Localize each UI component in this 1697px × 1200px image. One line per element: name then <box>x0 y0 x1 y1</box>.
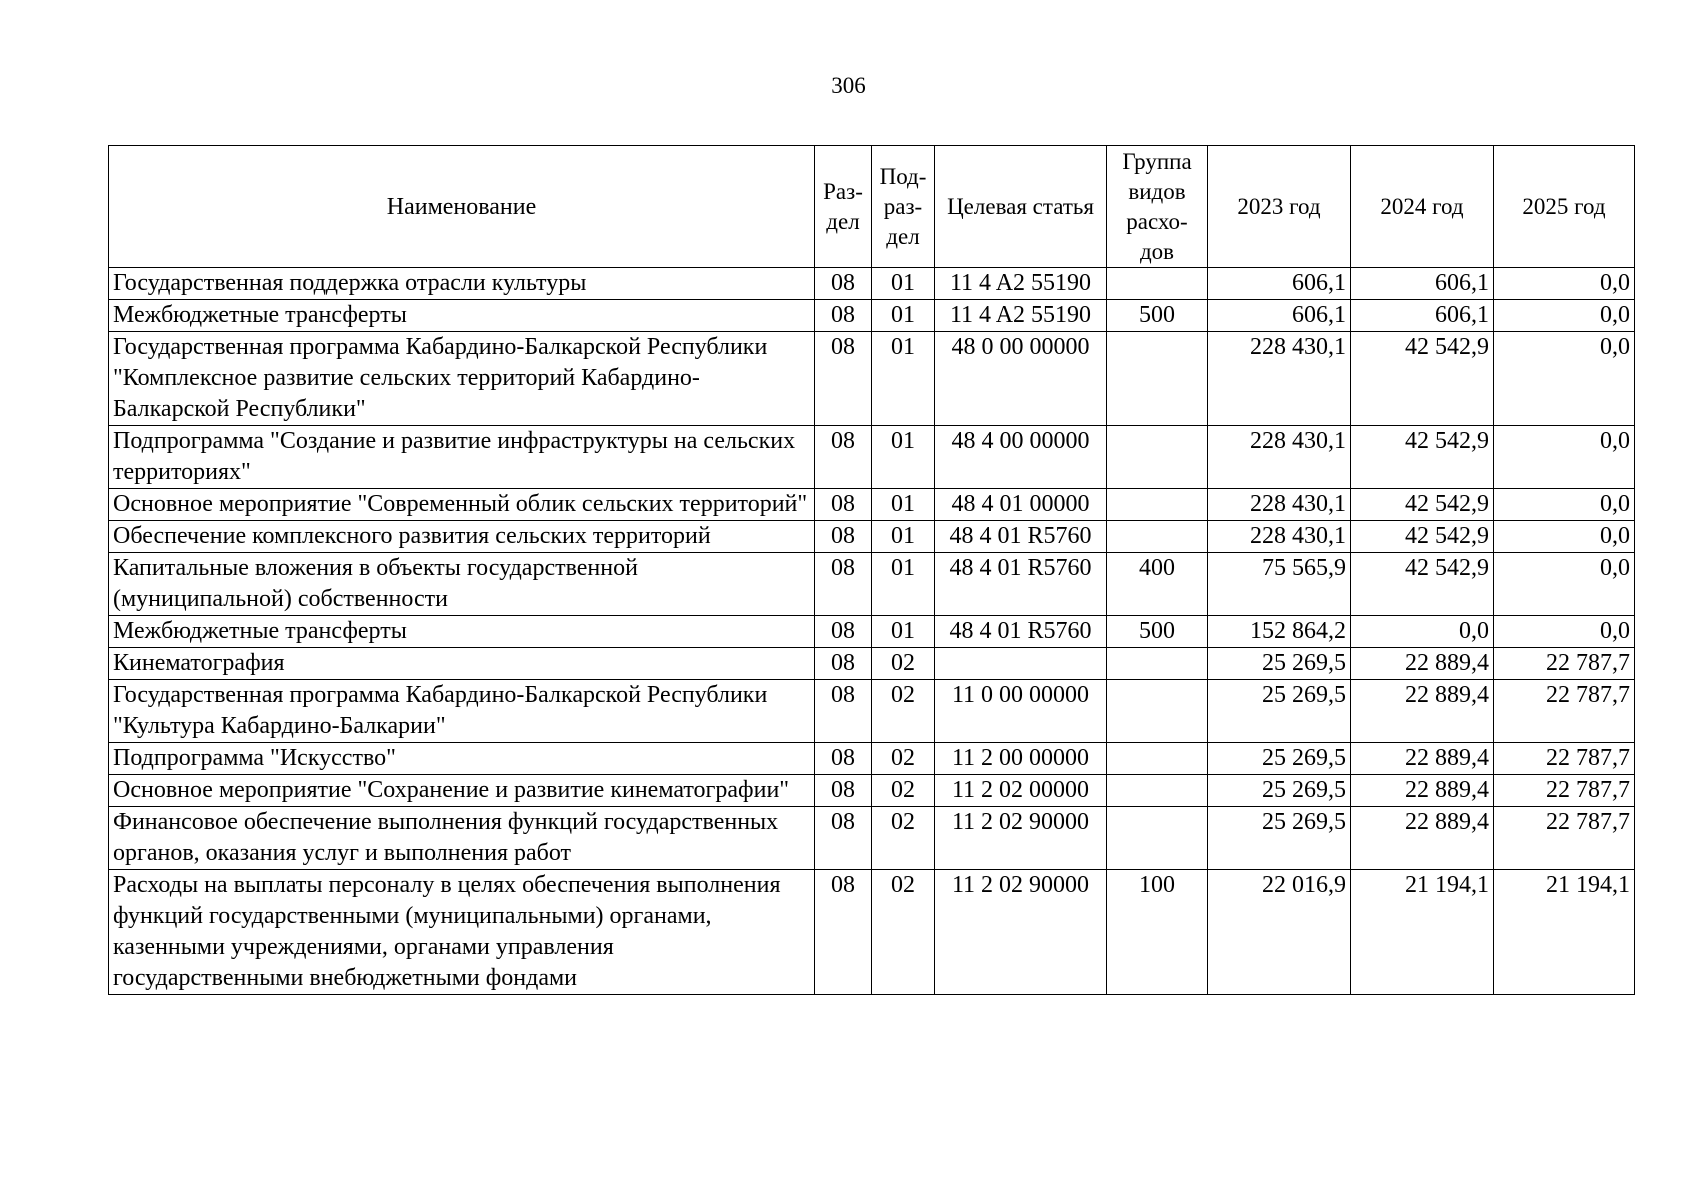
row-value-2024: 22 889,4 <box>1351 807 1494 870</box>
row-value-2025: 22 787,7 <box>1494 743 1635 775</box>
row-target-article <box>935 648 1107 680</box>
table-row <box>109 807 1635 870</box>
row-name: Обеспечение комплексного развития сельских территорий <box>109 521 815 553</box>
row-expense-group <box>1107 743 1208 775</box>
row-subsection: 01 <box>872 489 935 521</box>
row-value-2023: 152 864,2 <box>1208 616 1351 648</box>
row-target-article: 11 0 00 00000 <box>935 680 1107 743</box>
row-value-2023: 22 016,9 <box>1208 870 1351 995</box>
row-value-2025: 22 787,7 <box>1494 680 1635 743</box>
row-value-2025: 22 787,7 <box>1494 807 1635 870</box>
row-value-2025: 0,0 <box>1494 300 1635 332</box>
table-row <box>109 426 1635 489</box>
row-value-2024: 42 542,9 <box>1351 521 1494 553</box>
row-value-2025: 22 787,7 <box>1494 648 1635 680</box>
row-name: Подпрограмма "Искусство" <box>109 743 815 775</box>
row-subsection: 01 <box>872 268 935 300</box>
row-name: Государственная программа Кабардино-Балкарской Республики "Комплексное развитие сельских территорий Кабардино-Балкарской Республики" <box>109 332 815 426</box>
row-subsection: 02 <box>872 648 935 680</box>
row-value-2025: 22 787,7 <box>1494 775 1635 807</box>
row-section: 08 <box>815 870 872 995</box>
row-target-article: 48 0 00 00000 <box>935 332 1107 426</box>
row-name: Расходы на выплаты персоналу в целях обеспечения выполнения функций государственными (муниципальными) органами, казенными учреждениями, органами управления государственными внебюджетными фондами <box>109 870 815 995</box>
row-expense-group <box>1107 521 1208 553</box>
row-subsection: 01 <box>872 332 935 426</box>
row-name: Финансовое обеспечение выполнения функций государственных органов, оказания услуг и выполнения работ <box>109 807 815 870</box>
row-section: 08 <box>815 426 872 489</box>
row-target-article: 11 4 A2 55190 <box>935 300 1107 332</box>
header-2025: 2025 год <box>1494 146 1635 268</box>
table-row <box>109 489 1635 521</box>
table-row <box>109 775 1635 807</box>
budget-table <box>108 145 1635 995</box>
row-section: 08 <box>815 521 872 553</box>
row-value-2025: 0,0 <box>1494 489 1635 521</box>
header-2023: 2023 год <box>1208 146 1351 268</box>
row-value-2023: 25 269,5 <box>1208 648 1351 680</box>
row-value-2024: 0,0 <box>1351 616 1494 648</box>
row-value-2023: 75 565,9 <box>1208 553 1351 616</box>
row-name: Межбюджетные трансферты <box>109 616 815 648</box>
row-value-2024: 22 889,4 <box>1351 648 1494 680</box>
row-subsection: 01 <box>872 521 935 553</box>
table-row <box>109 553 1635 616</box>
row-value-2025: 0,0 <box>1494 268 1635 300</box>
header-target-article: Целевая статья <box>935 146 1107 268</box>
row-subsection: 02 <box>872 775 935 807</box>
row-expense-group <box>1107 775 1208 807</box>
row-name: Государственная программа Кабардино-Балкарской Республики "Культура Кабардино-Балкарии" <box>109 680 815 743</box>
row-expense-group: 500 <box>1107 300 1208 332</box>
row-value-2024: 42 542,9 <box>1351 426 1494 489</box>
row-value-2023: 228 430,1 <box>1208 332 1351 426</box>
row-name: Межбюджетные трансферты <box>109 300 815 332</box>
row-expense-group <box>1107 680 1208 743</box>
table-row <box>109 680 1635 743</box>
row-name: Основное мероприятие "Современный облик сельских территорий" <box>109 489 815 521</box>
row-section: 08 <box>815 332 872 426</box>
table-row <box>109 300 1635 332</box>
header-section: Раз- дел <box>815 146 872 268</box>
row-value-2023: 25 269,5 <box>1208 680 1351 743</box>
row-value-2023: 606,1 <box>1208 268 1351 300</box>
row-target-article: 11 2 02 00000 <box>935 775 1107 807</box>
row-target-article: 48 4 01 R5760 <box>935 616 1107 648</box>
row-subsection: 02 <box>872 680 935 743</box>
row-expense-group <box>1107 268 1208 300</box>
row-target-article: 11 4 A2 55190 <box>935 268 1107 300</box>
page-number: 306 <box>831 73 866 98</box>
row-section: 08 <box>815 648 872 680</box>
row-expense-group <box>1107 807 1208 870</box>
row-target-article: 11 2 00 00000 <box>935 743 1107 775</box>
row-value-2025: 0,0 <box>1494 426 1635 489</box>
row-target-article: 48 4 01 00000 <box>935 489 1107 521</box>
row-expense-group <box>1107 489 1208 521</box>
row-name: Государственная поддержка отрасли культуры <box>109 268 815 300</box>
row-value-2024: 22 889,4 <box>1351 680 1494 743</box>
table-row <box>109 332 1635 426</box>
row-value-2023: 606,1 <box>1208 300 1351 332</box>
row-target-article: 48 4 01 R5760 <box>935 521 1107 553</box>
row-section: 08 <box>815 743 872 775</box>
row-target-article: 48 4 01 R5760 <box>935 553 1107 616</box>
row-section: 08 <box>815 680 872 743</box>
row-value-2023: 228 430,1 <box>1208 521 1351 553</box>
table-row <box>109 648 1635 680</box>
table-row <box>109 521 1635 553</box>
row-value-2023: 228 430,1 <box>1208 489 1351 521</box>
row-section: 08 <box>815 807 872 870</box>
row-section: 08 <box>815 616 872 648</box>
row-value-2025: 21 194,1 <box>1494 870 1635 995</box>
row-value-2024: 42 542,9 <box>1351 332 1494 426</box>
table-row <box>109 268 1635 300</box>
row-name: Основное мероприятие "Сохранение и развитие кинематографии" <box>109 775 815 807</box>
table-row <box>109 870 1635 995</box>
row-subsection: 01 <box>872 616 935 648</box>
table-body <box>109 268 1635 995</box>
row-subsection: 01 <box>872 553 935 616</box>
row-value-2023: 25 269,5 <box>1208 743 1351 775</box>
row-value-2023: 25 269,5 <box>1208 775 1351 807</box>
row-section: 08 <box>815 553 872 616</box>
row-value-2024: 42 542,9 <box>1351 489 1494 521</box>
row-name: Капитальные вложения в объекты государственной (муниципальной) собственности <box>109 553 815 616</box>
row-target-article: 48 4 00 00000 <box>935 426 1107 489</box>
row-target-article: 11 2 02 90000 <box>935 807 1107 870</box>
row-name: Подпрограмма "Создание и развитие инфраструктуры на сельских территориях" <box>109 426 815 489</box>
row-section: 08 <box>815 489 872 521</box>
row-subsection: 01 <box>872 426 935 489</box>
row-subsection: 02 <box>872 870 935 995</box>
row-value-2023: 228 430,1 <box>1208 426 1351 489</box>
row-subsection: 02 <box>872 807 935 870</box>
row-value-2024: 606,1 <box>1351 300 1494 332</box>
header-name: Наименование <box>109 146 815 268</box>
row-value-2025: 0,0 <box>1494 521 1635 553</box>
table-row <box>109 616 1635 648</box>
header-subsection: Под- раз- дел <box>872 146 935 268</box>
row-subsection: 01 <box>872 300 935 332</box>
row-value-2025: 0,0 <box>1494 332 1635 426</box>
row-value-2023: 25 269,5 <box>1208 807 1351 870</box>
row-value-2024: 42 542,9 <box>1351 553 1494 616</box>
row-target-article: 11 2 02 90000 <box>935 870 1107 995</box>
row-section: 08 <box>815 268 872 300</box>
row-section: 08 <box>815 300 872 332</box>
row-value-2024: 606,1 <box>1351 268 1494 300</box>
row-section: 08 <box>815 775 872 807</box>
row-value-2025: 0,0 <box>1494 616 1635 648</box>
table-header-row <box>109 146 1635 268</box>
row-value-2024: 21 194,1 <box>1351 870 1494 995</box>
row-value-2025: 0,0 <box>1494 553 1635 616</box>
row-expense-group: 100 <box>1107 870 1208 995</box>
row-expense-group <box>1107 648 1208 680</box>
row-expense-group: 500 <box>1107 616 1208 648</box>
row-subsection: 02 <box>872 743 935 775</box>
row-expense-group <box>1107 332 1208 426</box>
table-row <box>109 743 1635 775</box>
row-value-2024: 22 889,4 <box>1351 775 1494 807</box>
row-name: Кинематография <box>109 648 815 680</box>
row-expense-group: 400 <box>1107 553 1208 616</box>
header-2024: 2024 год <box>1351 146 1494 268</box>
row-value-2024: 22 889,4 <box>1351 743 1494 775</box>
header-expense-group: Группа видов расхо- дов <box>1107 146 1208 268</box>
row-expense-group <box>1107 426 1208 489</box>
